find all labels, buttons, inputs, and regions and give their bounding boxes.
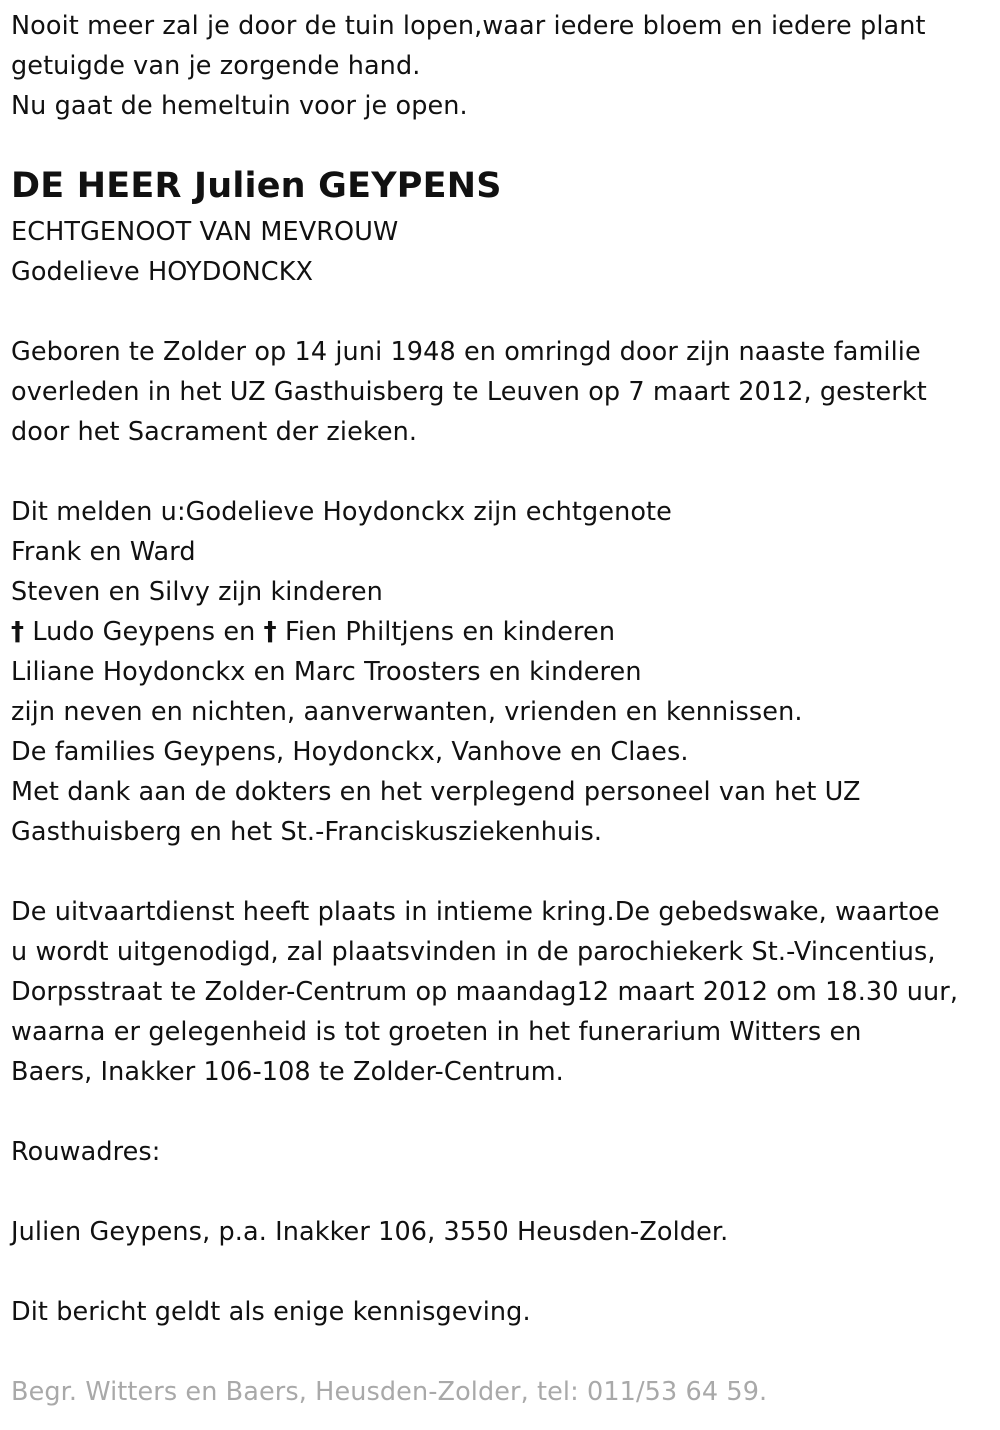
deceased-relative-2: Fien Philtjens en kinderen bbox=[276, 617, 616, 647]
family-list bbox=[11, 492, 991, 852]
spacer bbox=[11, 1092, 991, 1132]
spacer bbox=[11, 292, 991, 332]
heading bbox=[11, 160, 991, 292]
spacer bbox=[11, 452, 991, 492]
family-line: Liliane Hoydonckx en Marc Troosters en kinderen bbox=[11, 657, 642, 687]
notice-text: Dit bericht geldt als enige kennisgeving. bbox=[11, 1297, 531, 1327]
family-line: De families Geypens, Hoydonckx, Vanhove en Claes. bbox=[11, 737, 689, 767]
service-line: u wordt uitgenodigd, zal plaatsvinden in de parochiekerk St.-Vincentius, bbox=[11, 937, 936, 967]
service-line: waarna er gelegenheid is tot groeten in het funerarium Witters en bbox=[11, 1017, 862, 1047]
spouse-label: ECHTGENOOT VAN MEVROUW bbox=[11, 217, 399, 247]
obituary-content bbox=[11, 6, 991, 1412]
address-value: Julien Geypens, p.a. Inakker 106, 3550 Heusden-Zolder. bbox=[11, 1217, 729, 1247]
family-line: Frank en Ward bbox=[11, 537, 196, 567]
family-line: Met dank aan de dokters en het verplegend personeel van het UZ bbox=[11, 777, 861, 807]
family-line-deceased bbox=[11, 612, 991, 652]
service-details bbox=[11, 892, 991, 1092]
poem bbox=[11, 6, 991, 126]
service-line: Dorpsstraat te Zolder-Centrum op maandag12 maart 2012 om 18.30 uur, bbox=[11, 977, 959, 1007]
biography-line: overleden in het UZ Gasthuisberg te Leuven op 7 maart 2012, gesterkt bbox=[11, 377, 927, 407]
spacer bbox=[11, 126, 991, 160]
poem-line: getuigde van je zorgende hand. bbox=[11, 51, 421, 81]
biography-line: Geboren te Zolder op 14 juni 1948 en omringd door zijn naaste familie bbox=[11, 337, 921, 367]
spacer bbox=[11, 1252, 991, 1292]
poem-line: Nooit meer zal je door de tuin lopen,waar iedere bloem en iedere plant bbox=[11, 11, 926, 41]
deceased-relative-1: Ludo Geypens en bbox=[24, 617, 264, 647]
family-line: Dit melden u:Godelieve Hoydonckx zijn echtgenote bbox=[11, 497, 672, 527]
spacer bbox=[11, 852, 991, 892]
cross-icon: † bbox=[263, 617, 277, 647]
spacer bbox=[11, 1332, 991, 1372]
family-line: Gasthuisberg en het St.-Franciskusziekenhuis. bbox=[11, 817, 603, 847]
biography-line: door het Sacrament der zieken. bbox=[11, 417, 418, 447]
biography bbox=[11, 332, 991, 452]
family-line: Steven en Silvy zijn kinderen bbox=[11, 577, 383, 607]
cross-icon: † bbox=[11, 617, 25, 647]
spouse-name: Godelieve HOYDONCKX bbox=[11, 257, 314, 287]
funeral-home-footer: Begr. Witters en Baers, Heusden-Zolder, tel: 011/53 64 59. bbox=[11, 1377, 768, 1407]
address-label: Rouwadres: bbox=[11, 1137, 161, 1167]
service-line: Baers, Inakker 106-108 te Zolder-Centrum. bbox=[11, 1057, 564, 1087]
spacer bbox=[11, 1172, 991, 1212]
poem-line: Nu gaat de hemeltuin voor je open. bbox=[11, 91, 468, 121]
service-line: De uitvaartdienst heeft plaats in intieme kring.De gebedswake, waartoe bbox=[11, 897, 940, 927]
family-line: zijn neven en nichten, aanverwanten, vrienden en kennissen. bbox=[11, 697, 803, 727]
deceased-name: DE HEER Julien GEYPENS bbox=[11, 166, 502, 206]
